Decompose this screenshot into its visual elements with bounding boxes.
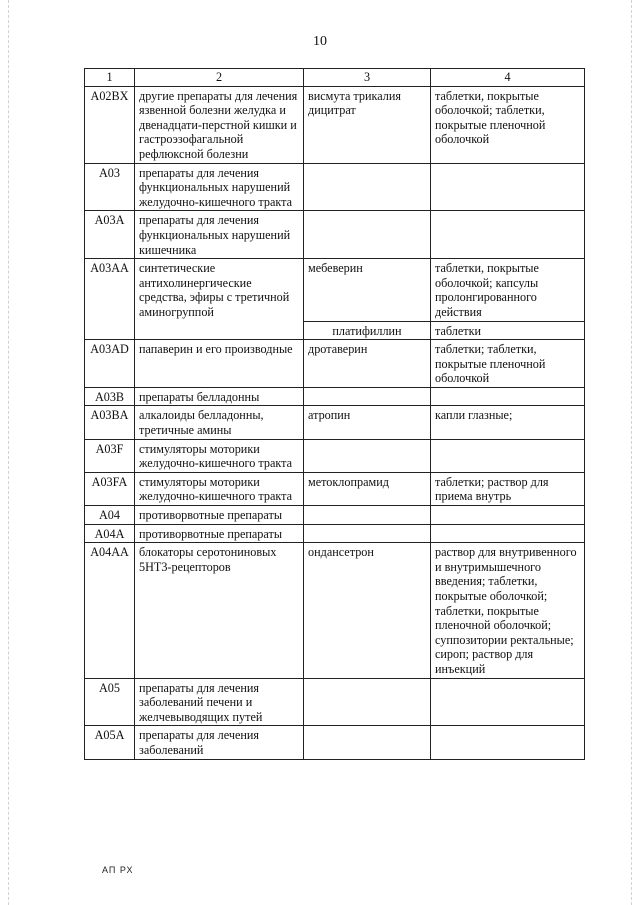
scan-edge-right bbox=[631, 0, 632, 905]
atc-code: A03 bbox=[85, 163, 135, 211]
atc-code: A05 bbox=[85, 678, 135, 726]
atc-code: A03FA bbox=[85, 472, 135, 505]
table-row bbox=[85, 678, 585, 726]
dosage-form: таблетки bbox=[431, 321, 585, 340]
group-name: препараты для лечения заболеваний bbox=[135, 726, 304, 759]
dosage-form: таблетки, покрытые оболочкой; таблетки, покрытые пленочной оболочкой bbox=[431, 86, 585, 163]
dosage-form: капли глазные; bbox=[431, 406, 585, 439]
table-row bbox=[85, 340, 585, 388]
group-name: блокаторы серотониновых 5НТ3-рецепторов bbox=[135, 543, 304, 678]
dosage-form bbox=[431, 524, 585, 543]
atc-code: A04AA bbox=[85, 543, 135, 678]
dosage-form bbox=[431, 439, 585, 472]
header-col-3: 3 bbox=[304, 69, 431, 87]
group-name: противорвотные препараты bbox=[135, 506, 304, 525]
dosage-form: таблетки; раствор для приема внутрь bbox=[431, 472, 585, 505]
table-row bbox=[85, 163, 585, 211]
table-row bbox=[85, 543, 585, 678]
atc-code: A02BX bbox=[85, 86, 135, 163]
drug-name: висмута трикалия дицитрат bbox=[304, 86, 431, 163]
dosage-form: раствор для внутривенного и внутримышечного введения; таблетки, покрытые оболочкой; таблетки, покрытые пленочной оболочкой; суппозитории ректальные; сироп; раствор для инъекций bbox=[431, 543, 585, 678]
atc-code: A03A bbox=[85, 211, 135, 259]
drug-table bbox=[84, 68, 585, 760]
atc-code: A04 bbox=[85, 506, 135, 525]
group-name: препараты для лечения функциональных нарушений желудочно-кишечного тракта bbox=[135, 163, 304, 211]
group-name: препараты для лечения функциональных нарушений кишечника bbox=[135, 211, 304, 259]
atc-code: A03B bbox=[85, 387, 135, 406]
dosage-form bbox=[431, 387, 585, 406]
dosage-form bbox=[431, 678, 585, 726]
group-name: препараты для лечения заболеваний печени и желчевыводящих путей bbox=[135, 678, 304, 726]
drug-name: метоклопрамид bbox=[304, 472, 431, 505]
drug-name bbox=[304, 163, 431, 211]
drug-name bbox=[304, 506, 431, 525]
table-row bbox=[85, 506, 585, 525]
page-number: 10 bbox=[313, 34, 327, 49]
dosage-form bbox=[431, 506, 585, 525]
table-row bbox=[85, 86, 585, 163]
atc-code: A03AD bbox=[85, 340, 135, 388]
table-row bbox=[85, 439, 585, 472]
drug-name bbox=[304, 439, 431, 472]
atc-code: A05A bbox=[85, 726, 135, 759]
table-row bbox=[85, 524, 585, 543]
dosage-form bbox=[431, 163, 585, 211]
group-name: стимуляторы моторики желудочно-кишечного тракта bbox=[135, 472, 304, 505]
scan-edge-left bbox=[8, 0, 9, 905]
group-name: алкалоиды белладонны, третичные амины bbox=[135, 406, 304, 439]
drug-name: мебеверин bbox=[304, 259, 431, 321]
drug-name: платифиллин bbox=[304, 321, 431, 340]
atc-code: A03AA bbox=[85, 259, 135, 340]
group-name: синтетические антихолинергические средства, эфиры с третичной аминогруппой bbox=[135, 259, 304, 340]
table-row bbox=[85, 726, 585, 759]
drug-name: атропин bbox=[304, 406, 431, 439]
drug-name bbox=[304, 678, 431, 726]
drug-name bbox=[304, 726, 431, 759]
footer-mark: АП РХ bbox=[102, 865, 134, 875]
atc-code: A03BA bbox=[85, 406, 135, 439]
dosage-form: таблетки; таблетки, покрытые пленочной оболочкой bbox=[431, 340, 585, 388]
group-name: препараты белладонны bbox=[135, 387, 304, 406]
table-row bbox=[85, 472, 585, 505]
table-row bbox=[85, 211, 585, 259]
atc-code: A03F bbox=[85, 439, 135, 472]
drug-name bbox=[304, 387, 431, 406]
header-col-2: 2 bbox=[135, 69, 304, 87]
dosage-form bbox=[431, 726, 585, 759]
drug-name bbox=[304, 524, 431, 543]
table-row bbox=[85, 259, 585, 321]
header-col-1: 1 bbox=[85, 69, 135, 87]
atc-code: A04A bbox=[85, 524, 135, 543]
group-name: другие препараты для лечения язвенной болезни желудка и двенадцати-перстной кишки и гастроэзофагальной рефлюксной болезни bbox=[135, 86, 304, 163]
drug-name bbox=[304, 211, 431, 259]
drug-name: ондансетрон bbox=[304, 543, 431, 678]
table-row bbox=[85, 406, 585, 439]
group-name: стимуляторы моторики желудочно-кишечного тракта bbox=[135, 439, 304, 472]
dosage-form: таблетки, покрытые оболочкой; капсулы пролонгированного действия bbox=[431, 259, 585, 321]
group-name: папаверин и его производные bbox=[135, 340, 304, 388]
dosage-form bbox=[431, 211, 585, 259]
table-header-row bbox=[85, 69, 585, 87]
header-col-4: 4 bbox=[431, 69, 585, 87]
table-row bbox=[85, 387, 585, 406]
drug-name: дротаверин bbox=[304, 340, 431, 388]
group-name: противорвотные препараты bbox=[135, 524, 304, 543]
